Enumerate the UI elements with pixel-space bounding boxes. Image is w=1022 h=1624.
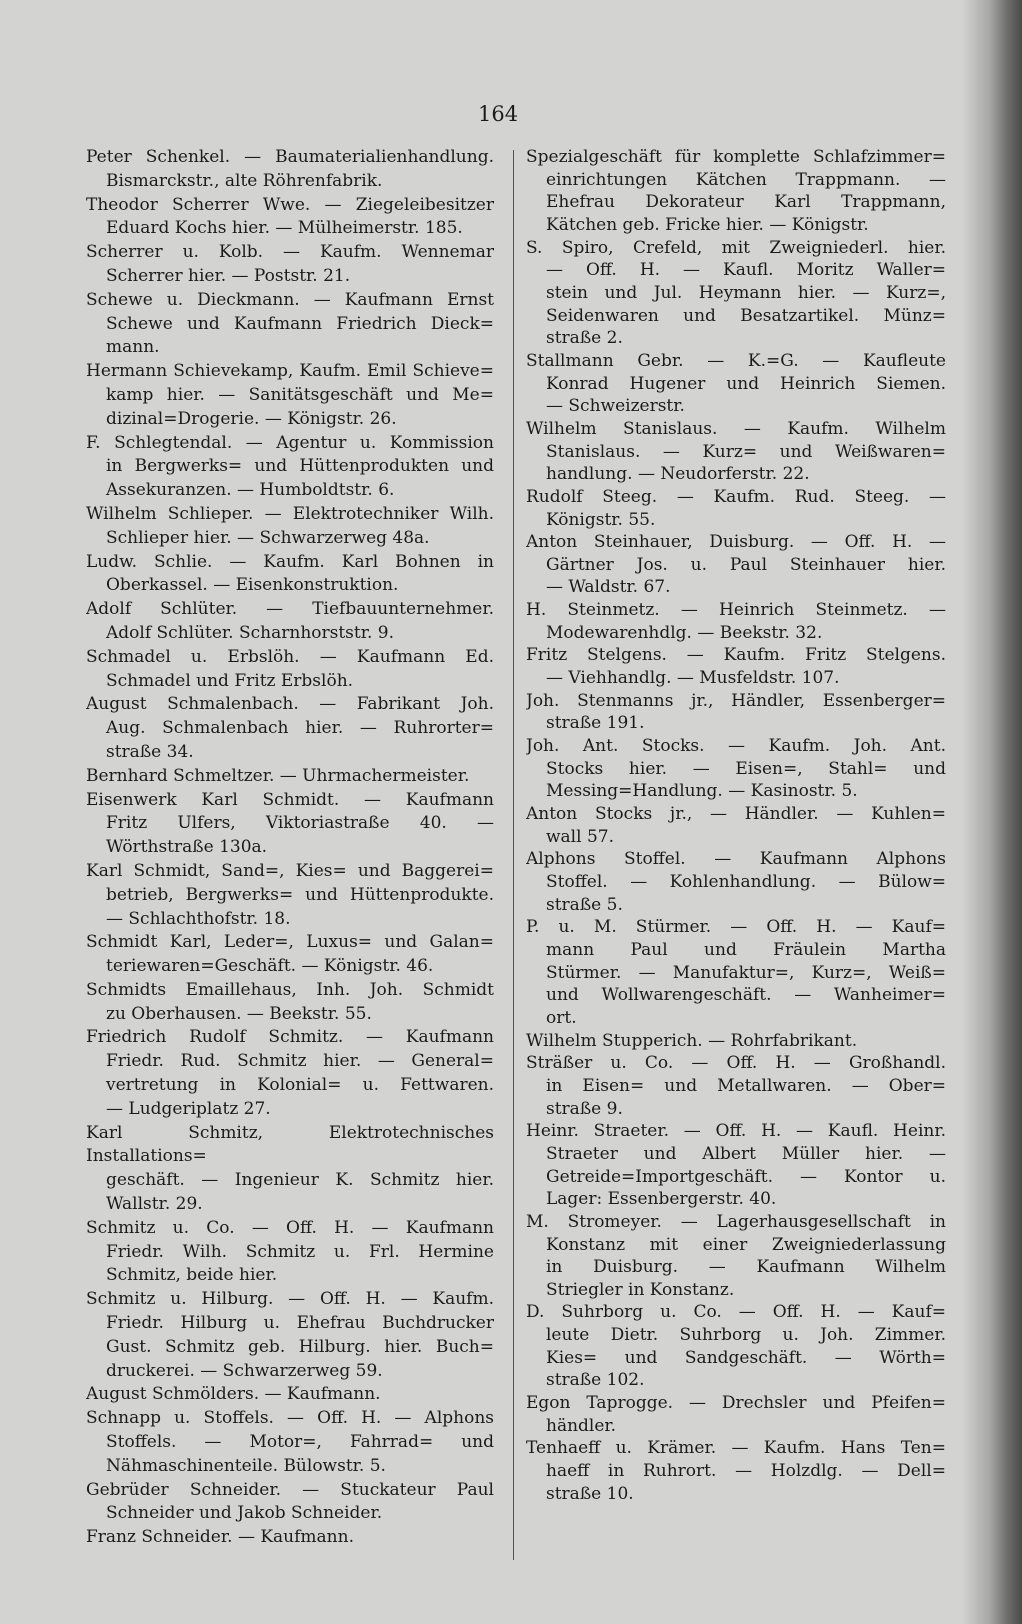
directory-entry bbox=[86, 1217, 494, 1288]
entry-continuation-line: — Schweizerstr. bbox=[546, 396, 685, 417]
directory-entry bbox=[86, 1288, 494, 1383]
directory-entry bbox=[526, 735, 946, 803]
entry-continuation-line: straße 9. bbox=[546, 1098, 623, 1119]
entry-continuation-line: — Off. H. — Kaufl. Moritz Waller= bbox=[546, 260, 946, 281]
entry-heading-line: Eisenwerk Karl Schmidt. — Kaufmann bbox=[86, 789, 494, 810]
entry-heading-line: Schmidt Karl, Leder=, Luxus= und Galan= bbox=[86, 932, 494, 953]
directory-entry bbox=[86, 360, 494, 431]
entry-continuation-line: Kies= und Sandgeschäft. — Wörth= bbox=[546, 1347, 946, 1368]
entry-heading-line: Franz Schneider. — Kaufmann. bbox=[86, 1527, 354, 1548]
directory-entry bbox=[86, 598, 494, 646]
directory-entry bbox=[526, 1301, 946, 1392]
entry-continuation-line: ort. bbox=[546, 1007, 577, 1028]
entry-continuation-line: druckerei. — Schwarzerweg 59. bbox=[106, 1360, 383, 1381]
entry-continuation-line: betrieb, Bergwerks= und Hüttenprodukte. bbox=[106, 884, 494, 905]
directory-entry bbox=[526, 803, 946, 848]
entry-continuation-line: leute Dietr. Suhrborg u. Joh. Zimmer. bbox=[546, 1325, 946, 1346]
entry-continuation-line: wall 57. bbox=[546, 826, 614, 847]
entry-heading-line: Rudolf Steeg. — Kaufm. Rud. Steeg. — bbox=[526, 486, 946, 507]
entry-continuation-line: Assekuranzen. — Humboldtstr. 6. bbox=[106, 480, 395, 501]
entry-heading-line: Wilhelm Stanislaus. — Kaufm. Wilhelm bbox=[526, 418, 946, 439]
entry-continuation-line: dizinal=Drogerie. — Königstr. 26. bbox=[106, 408, 397, 429]
entry-continuation-line: Nähmaschinenteile. Bülowstr. 5. bbox=[106, 1455, 386, 1476]
entry-continuation-line: — Ludgeriplatz 27. bbox=[106, 1098, 271, 1119]
entry-continuation-line: Oberkassel. — Eisenkonstruktion. bbox=[106, 575, 399, 596]
entry-heading-line: Schmidts Emaillehaus, Inh. Joh. Schmidt bbox=[86, 979, 494, 1000]
entry-heading-line: Scherrer u. Kolb. — Kaufm. Wennemar bbox=[86, 242, 494, 263]
entry-heading-line: Hermann Schievekamp, Kaufm. Emil Schieve= bbox=[86, 361, 494, 382]
entry-continuation-line: Friedr. Hilburg u. Ehefrau Buchdrucker bbox=[106, 1313, 494, 1334]
entry-continuation-line: Schmadel und Fritz Erbslöh. bbox=[106, 670, 354, 691]
entry-heading-line: D. Suhrborg u. Co. — Off. H. — Kauf= bbox=[526, 1302, 946, 1323]
entry-continuation-line: Friedr. Wilh. Schmitz u. Frl. Hermine bbox=[106, 1241, 494, 1262]
directory-entry bbox=[526, 237, 946, 350]
directory-entry bbox=[86, 789, 494, 860]
entry-heading-line: Fritz Stelgens. — Kaufm. Fritz Stelgens. bbox=[526, 645, 946, 666]
directory-entry bbox=[526, 848, 946, 916]
directory-entry bbox=[86, 551, 494, 599]
entry-continuation-line: vertretung in Kolonial= u. Fettwaren. bbox=[106, 1075, 494, 1096]
entry-heading-line: Ludw. Schlie. — Kaufm. Karl Bohnen in bbox=[86, 551, 494, 572]
entry-continuation-line: Wörthstraße 130a. bbox=[106, 837, 268, 858]
entry-heading-line: Anton Stocks jr., — Händler. — Kuhlen= bbox=[526, 804, 946, 825]
entry-continuation-line: in Duisburg. — Kaufmann Wilhelm bbox=[546, 1257, 946, 1278]
entry-heading-line: Schmadel u. Erbslöh. — Kaufmann Ed. bbox=[86, 646, 494, 667]
entry-heading-line: August Schmalenbach. — Fabrikant Joh. bbox=[86, 694, 494, 715]
entry-heading-line: Schewe u. Dieckmann. — Kaufmann Ernst bbox=[86, 289, 494, 310]
entry-heading-line: Stallmann Gebr. — K.=G. — Kaufleute bbox=[526, 350, 946, 371]
directory-entry bbox=[86, 146, 494, 194]
directory-entry bbox=[526, 1052, 946, 1120]
entry-continuation-line: geschäft. — Ingenieur K. Schmitz hier. bbox=[106, 1170, 494, 1191]
entry-continuation-line: Stoffel. — Kohlenhandlung. — Bülow= bbox=[546, 872, 946, 892]
directory-entry bbox=[526, 690, 946, 735]
entry-continuation-line: Eduard Kochs hier. — Mülheimerstr. 185. bbox=[106, 218, 463, 239]
directory-entry bbox=[86, 765, 494, 789]
entry-heading-line: Bernhard Schmeltzer. — Uhrmachermeister. bbox=[86, 765, 470, 786]
entry-continuation-line: Friedr. Rud. Schmitz hier. — General= bbox=[106, 1051, 494, 1072]
entry-continuation-line: in Bergwerks= und Hüttenprodukten und bbox=[106, 456, 494, 477]
directory-entry bbox=[526, 486, 946, 531]
directory-entry bbox=[526, 1030, 946, 1053]
directory-entry bbox=[86, 1526, 494, 1550]
entry-heading-line: M. Stromeyer. — Lagerhausgesellschaft in bbox=[526, 1211, 946, 1232]
directory-entry bbox=[526, 916, 946, 1029]
entry-heading-line: Karl Schmitz, Elektrotechnisches Installations= bbox=[86, 1122, 494, 1167]
entry-heading-line: Friedrich Rudolf Schmitz. — Kaufmann bbox=[86, 1027, 494, 1048]
entry-continuation-line: Stocks hier. — Eisen=, Stahl= und bbox=[546, 758, 946, 779]
entry-heading-line: Joh. Ant. Stocks. — Kaufm. Joh. Ant. bbox=[526, 736, 946, 757]
entry-continuation-line: händler. bbox=[546, 1415, 617, 1436]
entry-continuation-line: — Waldstr. 67. bbox=[546, 577, 671, 598]
entry-continuation-line: Wallstr. 29. bbox=[106, 1194, 203, 1215]
entry-heading-line: Tenhaeff u. Krämer. — Kaufm. Hans Ten= bbox=[526, 1438, 946, 1459]
entry-continuation-line: handlung. — Neudorferstr. 22. bbox=[546, 464, 810, 485]
directory-entry bbox=[86, 241, 494, 289]
directory-entry bbox=[86, 1407, 494, 1478]
entry-heading-line: Adolf Schlüter. — Tiefbauunternehmer. bbox=[86, 599, 494, 620]
directory-entry bbox=[86, 860, 494, 931]
entry-continuation-line: Messing=Handlung. — Kasinostr. 5. bbox=[546, 781, 858, 802]
entry-heading-line: Heinr. Straeter. — Off. H. — Kaufl. Heinr. bbox=[526, 1121, 946, 1142]
entry-heading-line: Karl Schmidt, Sand=, Kies= und Baggerei= bbox=[86, 860, 494, 881]
directory-entry bbox=[526, 418, 946, 486]
left-column bbox=[86, 146, 494, 1550]
entry-continuation-line: — Schlachthofstr. 18. bbox=[106, 908, 291, 929]
entry-continuation-line: stein und Jul. Heymann hier. — Kurz=, bbox=[546, 282, 946, 303]
entry-continuation-line: zu Oberhausen. — Beekstr. 55. bbox=[106, 1003, 372, 1024]
entry-continuation-line: — Viehhandlg. — Musfeldstr. 107. bbox=[546, 668, 840, 689]
directory-entry bbox=[86, 432, 494, 503]
directory-entry bbox=[86, 979, 494, 1027]
page-number: 164 bbox=[478, 102, 519, 126]
entry-continuation-line: einrichtungen Kätchen Trappmann. — bbox=[546, 169, 946, 190]
entry-heading-line: Schmitz u. Hilburg. — Off. H. — Kaufm. bbox=[86, 1289, 494, 1310]
entry-continuation-line: mann Paul und Fräulein Martha bbox=[546, 939, 946, 960]
entry-continuation-line: teriewaren=Geschäft. — Königstr. 46. bbox=[106, 956, 434, 977]
entry-heading-line: August Schmölders. — Kaufmann. bbox=[86, 1384, 381, 1405]
directory-entry bbox=[526, 146, 946, 237]
entry-heading-line: Spezialgeschäft für komplette Schlafzimmer= bbox=[526, 147, 946, 167]
entry-continuation-line: Getreide=Importgeschäft. — Kontor u. bbox=[546, 1166, 946, 1187]
entry-continuation-line: Schewe und Kaufmann Friedrich Dieck= bbox=[106, 313, 494, 334]
entry-continuation-line: mann. bbox=[106, 337, 160, 358]
directory-entry bbox=[526, 599, 946, 644]
entry-heading-line: Joh. Stenmanns jr., Händler, Essenberger= bbox=[526, 690, 946, 711]
entry-continuation-line: Kätchen geb. Fricke hier. — Königstr. bbox=[546, 214, 869, 235]
directory-entry bbox=[86, 931, 494, 979]
entry-continuation-line: straße 102. bbox=[546, 1370, 645, 1391]
entry-continuation-line: straße 5. bbox=[546, 894, 623, 915]
entry-continuation-line: in Eisen= und Metallwaren. — Ober= bbox=[546, 1075, 946, 1096]
directory-entry bbox=[86, 503, 494, 551]
entry-continuation-line: Seidenwaren und Besatzartikel. Münz= bbox=[546, 305, 946, 326]
entry-continuation-line: Straeter und Albert Müller hier. — bbox=[546, 1143, 946, 1164]
directory-entry bbox=[526, 1437, 946, 1505]
directory-entry bbox=[86, 1026, 494, 1121]
directory-entry bbox=[526, 350, 946, 418]
entry-continuation-line: Königstr. 55. bbox=[546, 509, 656, 530]
directory-entry bbox=[526, 1120, 946, 1211]
entry-continuation-line: Schneider und Jakob Schneider. bbox=[106, 1503, 383, 1524]
entry-continuation-line: straße 34. bbox=[106, 741, 194, 762]
directory-entry bbox=[86, 1479, 494, 1527]
entry-continuation-line: Schmitz, beide hier. bbox=[106, 1265, 278, 1286]
entry-heading-line: P. u. M. Stürmer. — Off. H. — Kauf= bbox=[526, 917, 946, 938]
entry-continuation-line: Konrad Hugener und Heinrich Siemen. bbox=[546, 373, 946, 394]
entry-heading-line: Wilhelm Schlieper. — Elektrotechniker Wilh. bbox=[86, 503, 494, 524]
entry-heading-line: Schmitz u. Co. — Off. H. — Kaufmann bbox=[86, 1217, 494, 1238]
directory-entry bbox=[86, 646, 494, 694]
entry-continuation-line: straße 10. bbox=[546, 1483, 634, 1504]
entry-heading-line: Gebrüder Schneider. — Stuckateur Paul bbox=[86, 1479, 494, 1500]
entry-heading-line: Sträßer u. Co. — Off. H. — Großhandl. bbox=[526, 1053, 946, 1074]
entry-continuation-line: und Wollwarengeschäft. — Wanheimer= bbox=[546, 985, 946, 1006]
directory-entry bbox=[526, 531, 946, 599]
entry-heading-line: H. Steinmetz. — Heinrich Steinmetz. — bbox=[526, 600, 946, 621]
directory-entry bbox=[526, 1211, 946, 1302]
directory-entry bbox=[86, 1122, 494, 1217]
entry-continuation-line: Gust. Schmitz geb. Hilburg. hier. Buch= bbox=[106, 1336, 494, 1357]
directory-entry bbox=[86, 693, 494, 764]
entry-continuation-line: Stanislaus. — Kurz= und Weißwaren= bbox=[546, 441, 946, 462]
entry-continuation-line: Bismarckstr., alte Röhrenfabrik. bbox=[106, 170, 383, 191]
right-column bbox=[526, 146, 946, 1505]
entry-continuation-line: Schlieper hier. — Schwarzerweg 48a. bbox=[106, 527, 430, 548]
entry-heading-line: Theodor Scherrer Wwe. — Ziegeleibesitzer bbox=[86, 194, 494, 215]
entry-heading-line: Wilhelm Stupperich. — Rohrfabrikant. bbox=[526, 1030, 858, 1051]
entry-continuation-line: kamp hier. — Sanitätsgeschäft und Me= bbox=[106, 384, 494, 405]
entry-heading-line: Alphons Stoffel. — Kaufmann Alphons bbox=[526, 849, 946, 870]
entry-heading-line: Anton Steinhauer, Duisburg. — Off. H. — bbox=[526, 532, 946, 553]
entry-continuation-line: straße 2. bbox=[546, 328, 623, 349]
entry-continuation-line: haeff in Ruhrort. — Holzdlg. — Dell= bbox=[546, 1461, 946, 1482]
entry-heading-line: Peter Schenkel. — Baumaterialienhandlung. bbox=[86, 147, 494, 167]
entry-heading-line: Schnapp u. Stoffels. — Off. H. — Alphons bbox=[86, 1408, 494, 1429]
entry-continuation-line: Ehefrau Dekorateur Karl Trappmann, bbox=[546, 192, 946, 213]
column-divider bbox=[513, 150, 514, 1560]
entry-heading-line: S. Spiro, Crefeld, mit Zweigniederl. hier. bbox=[526, 237, 946, 258]
directory-entry bbox=[86, 289, 494, 360]
directory-entry bbox=[526, 1392, 946, 1437]
entry-continuation-line: Stürmer. — Manufaktur=, Kurz=, Weiß= bbox=[546, 962, 946, 983]
directory-entry bbox=[86, 1383, 494, 1407]
entry-continuation-line: Gärtner Jos. u. Paul Steinhauer hier. bbox=[546, 554, 946, 575]
entry-continuation-line: Striegler in Konstanz. bbox=[546, 1279, 735, 1300]
entry-continuation-line: Modewarenhdlg. — Beekstr. 32. bbox=[546, 622, 823, 643]
entry-continuation-line: Scherrer hier. — Poststr. 21. bbox=[106, 265, 351, 286]
entry-heading-line: Egon Taprogge. — Drechsler und Pfeifen= bbox=[526, 1393, 946, 1414]
page-binding-edge bbox=[962, 0, 1022, 1624]
entry-continuation-line: Konstanz mit einer Zweigniederlassung bbox=[546, 1234, 946, 1255]
entry-continuation-line: Lager: Essenbergerstr. 40. bbox=[546, 1189, 777, 1210]
entry-continuation-line: Fritz Ulfers, Viktoriastraße 40. — bbox=[106, 813, 494, 834]
entry-continuation-line: Adolf Schlüter. Scharnhorststr. 9. bbox=[106, 622, 395, 643]
directory-entry bbox=[86, 194, 494, 242]
directory-entry bbox=[526, 644, 946, 689]
entry-continuation-line: Stoffels. — Motor=, Fahrrad= und bbox=[106, 1432, 494, 1453]
entry-continuation-line: straße 191. bbox=[546, 713, 645, 734]
entry-continuation-line: Aug. Schmalenbach hier. — Ruhrorter= bbox=[106, 718, 494, 739]
entry-heading-line: F. Schlegtendal. — Agentur u. Kommission bbox=[86, 432, 494, 453]
